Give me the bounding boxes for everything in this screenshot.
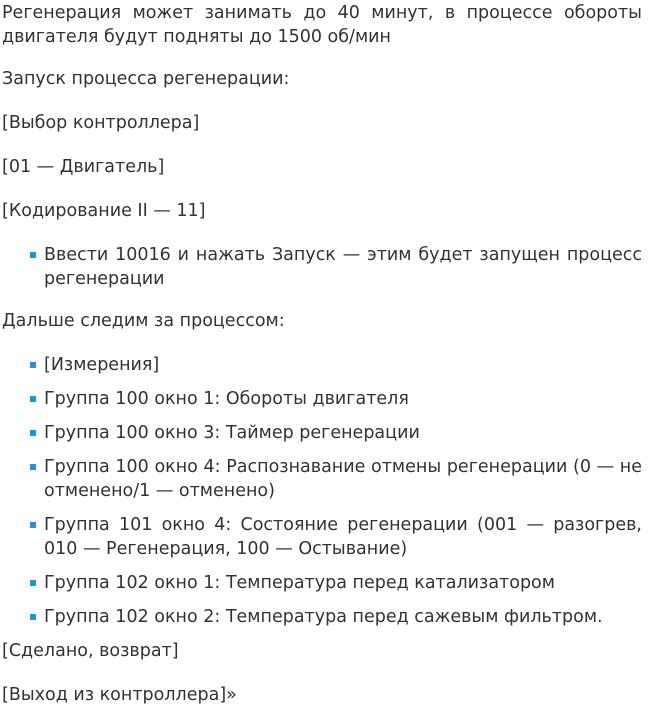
step-select-controller: [Выбор контроллера] — [2, 113, 200, 133]
list-item: Группа 100 окно 4: Распознавание отмены регенерации (0 — не отменено/1 — отменено) — [44, 457, 642, 501]
step-coding: [Кодирование II — 11] — [2, 201, 206, 221]
start-heading: Запуск процесса регенерации: — [2, 69, 290, 89]
list-item: Группа 101 окно 4: Состояние регенерации (001 — разогрев, 010 — Регенерация, 100 — Остывание) — [44, 515, 642, 559]
step-done-return: [Сделано, возврат] — [2, 641, 179, 661]
list-item: Группа 102 окно 1: Температура перед катализатором — [44, 571, 642, 595]
list-item: [Измерения] — [44, 353, 642, 377]
article-body — [2, 1, 642, 707]
list-item: Группа 100 окно 1: Обороты двигателя — [44, 387, 642, 411]
step-engine: [01 — Двигатель] — [2, 157, 165, 177]
list-item: Группа 100 окно 3: Таймер регенерации — [44, 421, 642, 445]
monitor-list — [2, 353, 642, 629]
step-exit-controller: [Выход из контроллера]» — [2, 685, 237, 705]
list-item: Ввести 10016 и нажать Запуск — этим будет запущен процесс регенерации — [44, 245, 642, 289]
start-list — [2, 243, 642, 291]
intro-paragraph: Регенерация может занимать до 40 минут, в процессе обороты двигателя будут подняты до 1500 об/мин — [2, 3, 642, 47]
list-item: Группа 102 окно 2: Температура перед сажевым фильтром. — [44, 605, 642, 629]
monitor-heading: Дальше следим за процессом: — [2, 311, 285, 331]
